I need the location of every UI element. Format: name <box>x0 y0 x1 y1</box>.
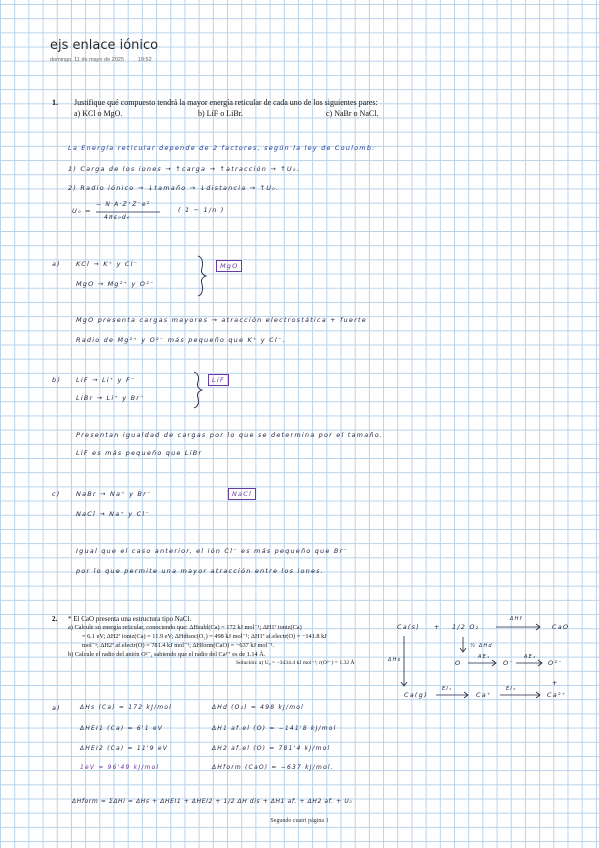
q2-line-1: * El CaO presenta una estructura tipo NaCl. <box>68 615 192 623</box>
cycle-o-minus: O⁻ <box>503 659 514 667</box>
part-b-explanation-2: LiF es más pequeño que LiBr <box>76 449 203 457</box>
data-row4-left: 1eV = 96'49 kJ/mol <box>80 764 160 771</box>
note-factor-1: 1) Carga de los iones → ↑carga → ↑atracción → ↑U₀. <box>68 165 300 173</box>
cycle-ca-gas: Ca(g) <box>404 691 428 699</box>
part-b-line-1: LiF → Li⁺ y F⁻ <box>76 376 136 384</box>
part-c-answer: NaCl <box>228 488 256 500</box>
cycle-dHf: ΔHf <box>510 616 523 622</box>
cycle-ca-plus: Ca⁺ <box>476 691 492 699</box>
cycle-ca2-plus: Ca²⁺ <box>547 691 567 699</box>
part-a-line-2: MgO → Mg²⁺ y O²⁻ <box>76 280 155 288</box>
cycle-ei1: EI₁ <box>442 686 453 692</box>
part-a-explanation-1: MgO presenta cargas mayores → atracción electrostática + fuerte <box>76 316 367 324</box>
part-b-line-2: LiBr → Li⁺ y Br⁻ <box>76 394 145 402</box>
cycle-ae1: AE₁ <box>478 654 491 660</box>
note-factor-2: 2) Radio iónico → ↓tamaño → ↓distancia → ↑U₀. <box>68 184 280 192</box>
page-date: domingo, 11 de mayo de 2025 <box>50 57 124 63</box>
q2-line-2: a) Calcule su energía reticular, conociendo que: ΔHsubl(Ca) = 172 kJ mol⁻¹; ΔH1ª ioniz(Ca) <box>68 624 302 631</box>
cycle-half-dHd: ½ ΔHd <box>470 643 493 649</box>
q1-option-c: c) NaBr o NaCl. <box>326 109 379 118</box>
data-row2-right: ΔH1 af.el (O) = −141'8 kJ/mol <box>212 725 337 732</box>
part-a-answer: MgO <box>216 260 242 272</box>
q2-line-5: b) Calcule el radio del anión O²⁻, sabiendo que el radio del Ca²⁺ es de 1.14 Å. <box>68 651 266 658</box>
cycle-o: O <box>455 659 462 667</box>
part-a-label: a) <box>52 260 61 268</box>
data-row4-right: ΔHform (CaO) = −637 kJ/mol. <box>212 764 334 771</box>
cycle-ca-solid: Ca(s) <box>397 623 420 631</box>
cycle-dHs: ΔHs <box>388 657 402 663</box>
q1-number: 1. <box>52 98 58 107</box>
part-a-explanation-2: Radio de Mg²⁺ y O²⁻ más pequeño que K⁺ y Cl⁻. <box>76 336 286 344</box>
cycle-half-o2: 1/2 O₂ <box>452 623 480 631</box>
cycle-cao: CaO <box>552 623 570 631</box>
q2-number: 2. <box>52 615 58 623</box>
data-row2-left: ΔHEI1 (Ca) = 6'1 eV <box>80 725 164 732</box>
part-c-line-1: NaBr → Na⁺ y Br⁻ <box>76 490 152 498</box>
cycle-plus-2: + <box>552 679 559 687</box>
data-row3-left: ΔHEI2 (Ca) = 11'9 eV <box>80 745 169 752</box>
page-footer: Segundo cuatri página 1 <box>270 818 329 824</box>
part-c-line-2: NaCl → Na⁺ y Cl⁻ <box>76 510 150 518</box>
data-a-label: a) <box>52 704 61 712</box>
q2-solution: Solución: a) U₀ = −3434.4 kJ mol⁻¹; r(O²⁻) = 1.32 Å <box>236 660 355 666</box>
q2-line-3: = 6.1 eV; ΔH2ª ioniz(Ca) = 11.9 eV; ΔHdisoc(O₂) = 498 kJ mol⁻¹; ΔH1ª af.electr(O) = −141.8 kJ <box>82 633 327 640</box>
part-c-explanation-2: por lo que permite una mayor atracción entre los iones. <box>76 567 325 575</box>
part-a-line-1: KCl → K⁺ y Cl⁻ <box>76 260 139 268</box>
note-intro: La Energía reticular depende de 2 factores, según la ley de Coulomb: <box>68 144 376 152</box>
formula-denominator: 4πε₀d₀ <box>104 214 131 221</box>
formula-tail: ( 1 − 1/n ) <box>178 206 225 214</box>
part-b-explanation-1: Presentan igualdad de cargas por lo que se determina por el tamaño. <box>76 431 384 439</box>
q1-option-a: a) KCl o MgO. <box>74 109 123 118</box>
data-row3-right: ΔH2 af.el (O) = 781'4 kJ/mol <box>212 745 331 752</box>
data-row1-left: ΔHs (Ca) = 172 kJ/mol <box>80 704 173 711</box>
data-sum-equation: ΔHform = ΣΔHi = ΔHs + ΔHEI1 + ΔHEI2 + 1/2 ΔH dis + ΔH1 af. + ΔH2 af. + U₀ <box>72 798 353 805</box>
part-b-answer: LiF <box>208 374 229 386</box>
part-c-explanation-1: Igual que el caso anterior, el ión Cl⁻ es más pequeño que Br⁻ <box>76 547 349 555</box>
part-c-label: c) <box>52 490 61 498</box>
page-title: ejs enlace iónico <box>50 38 159 53</box>
formula-lhs: U₀ = <box>72 207 92 215</box>
page-time: 10:52 <box>137 57 152 63</box>
q2-line-4: mol⁻¹; ΔH2ª af.electr(O) = 781.4 kJ mol⁻¹; ΔHform(CaO) = −637 kJ mol⁻¹. <box>82 642 275 649</box>
cycle-ae2: AE₂ <box>524 654 537 660</box>
cycle-ei2: EI₂ <box>506 686 517 692</box>
q1-text: Justifique qué compuesto tendrá la mayor energía reticular de cada uno de los siguientes pares: <box>74 98 378 107</box>
part-b-label: b) <box>52 376 62 384</box>
cycle-plus-1: + <box>434 623 441 631</box>
cycle-o2-minus: O²⁻ <box>548 659 563 667</box>
data-row1-right: ΔHd (O₂) = 498 kJ/mol <box>212 704 304 711</box>
q1-option-b: b) LiF o LiBr. <box>198 109 243 118</box>
formula-numerator: − N·A·Z⁺Z⁻e² <box>96 201 151 208</box>
